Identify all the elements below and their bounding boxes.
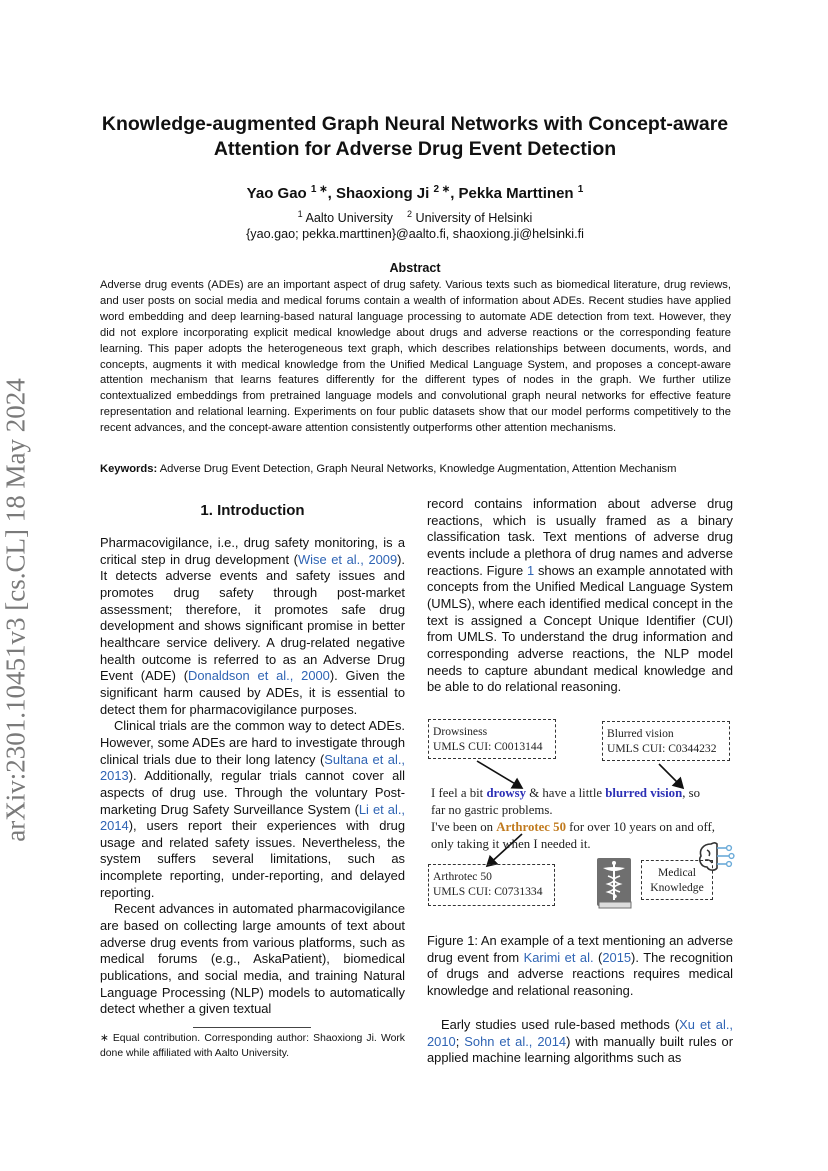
citation-link[interactable]: Sohn et al., 2014 <box>464 1033 567 1049</box>
concept-box-blurred-vision: Blurred vision UMLS CUI: C0344232 <box>602 721 730 761</box>
figure-ref-link[interactable]: 1 <box>527 562 535 578</box>
right-column-continued <box>427 1017 733 1067</box>
figure-caption: Figure 1: An example of a text mentioning an adverse drug event from Karimi et al. (2015). The recognition of drugs and adverse reactions requires medical knowledge and relational reasoning. <box>427 933 733 998</box>
right-column <box>427 496 733 696</box>
affiliations <box>90 206 740 242</box>
figure-1 <box>427 716 733 924</box>
paragraph: Pharmacovigilance, i.e., drug safety monitoring, is a critical step in drug development (Wise et al., 2009). It detects adverse events and safety issues and promotes drug safety through post-market assessment; therefore, it promotes safe drug development and shows significant promise in better healthcare service delivery. A drug-related negative health outcome is referred to as an Adverse Drug Event (ADE) (Donaldson et al., 2000). Given the significant harm caused by ADEs, it is essential to detect them for pharmacovigilance purposes. <box>100 535 405 717</box>
citation-link[interactable]: Xu et al., 2010 <box>427 1017 733 1049</box>
footnote-rule <box>193 1027 311 1028</box>
citation-link[interactable]: Li et al., 2014 <box>100 801 405 834</box>
author-emails: {yao.gao; pekka.marttinen}@aalto.fi, shaoxiong.ji@helsinki.fi <box>246 227 584 242</box>
concept-box-arthrotec: Arthrotec 50 UMLS CUI: C0731334 <box>428 864 555 906</box>
concept-box-drowsiness: Drowsiness UMLS CUI: C0013144 <box>428 719 556 759</box>
abstract-text: Adverse drug events (ADEs) are an important aspect of drug safety. Various texts such as biomedical literature, drug reviews, and user posts on social media and medical forums contain a wealth of information about ADEs. Recent studies have applied word embedding and deep learning-based natural language processing to automate ADE detection from text. However, they did not explore incorporating explicit medical knowledge about drugs and adverse reactions or the corresponding feature learning. This paper adopts the heterogeneous text graph, which describes relationships between documents, words, and concepts, augments it with medical knowledge from the Unified Medical Language System, and proposes a concept-aware attention mechanism that learns features differently for the different types of nodes in the graph. We further utilize contextualized embeddings from pretrained language models and convolutional graph neural networks for effective feature representation and relational learning. Experiments on four public datasets show that our model performs competitively to the recent advances, and the concept-aware attention consistently outperforms other attention mechanisms. <box>100 279 731 435</box>
author-name: Yao Gao <box>246 185 307 202</box>
figure-text-line: far no gastric problems. <box>431 803 553 817</box>
author-name: Pekka Marttinen <box>458 185 574 202</box>
paragraph: record contains information about adverse drug reactions, which is usually framed as a binary classification task. Text mentions of adverse drug events include a plethora of drug names and adverse reactions. Figure 1 shows an example annotated with concepts from the Unified Medical Language System (UMLS), where each identified medical concept in the text is assigned a Concept Unique Identifier (CUI) from UMLS. To understand the drug information and corresponding adverse reactions, the NLP model needs to capture abundant medical knowledge and be able to do relational reasoning. <box>427 496 734 695</box>
citation-link[interactable]: Sultana et al., 2013 <box>100 751 405 784</box>
keywords <box>100 462 731 478</box>
citation-link[interactable]: Wise et al., 2009 <box>297 551 398 567</box>
affiliation: Aalto University <box>305 211 393 226</box>
figure-text-line: only taking it when I needed it. <box>431 837 591 851</box>
paragraph: Recent advances in automated pharmacovigilance are based on collecting large amounts of text about adverse drug events from various platforms, such as medical forums (e.g., AskaPatient), biomedical publications, and social media, and training Natural Language Processing (NLP) models to automatically detect whether a given textual <box>100 901 405 1017</box>
citation-link[interactable]: Donaldson et al., 2000 <box>188 668 330 684</box>
keywords-text: Adverse Drug Event Detection, Graph Neural Networks, Knowledge Augmentation, Attention Mechanism <box>159 463 677 475</box>
medical-knowledge-box: Medical Knowledge <box>641 860 713 900</box>
arxiv-stamp: arXiv:2301.10451v3 [cs.CL] 18 May 2024 <box>0 378 31 842</box>
caduceus-book-icon <box>595 856 635 910</box>
footnote: ∗ Equal contribution. Corresponding author: Shaoxiong Ji. Work done while affiliated with Aalto University. <box>100 1033 405 1059</box>
author-name: Shaoxiong Ji <box>335 185 430 202</box>
paragraph: Clinical trials are the common way to detect ADEs. However, some ADEs are hard to investigate through clinical trials due to their long latency (Sultana et al., 2013). Additionally, regular trials cannot cover all aspects of drug use. Through the voluntary Post-marketing Drug Safety Surveillance System (Li et al., 2014), users report their experiences with drug usage and related safety issues. Nevertheless, the system suffers several limitations, such as incomplete reporting, under-reporting, and delayed reporting. <box>100 718 405 900</box>
author-mark: 1 <box>577 184 584 195</box>
paper-title: Knowledge-augmented Graph Neural Networks with Concept-aware Attention for Adverse Drug Event Detection <box>101 113 729 160</box>
author-mark: 1 ∗ <box>310 184 328 195</box>
keywords-label: Keywords: <box>100 463 158 475</box>
section-heading: 1. Introduction <box>200 502 305 519</box>
figure-text-line: I've been on Arthrotec 50 for over 10 years on and off, <box>431 820 715 834</box>
abstract-heading: Abstract <box>389 261 441 275</box>
affiliation-number: 2 <box>406 209 412 219</box>
affiliation-number: 1 <box>297 209 303 219</box>
affiliation: University of Helsinki <box>415 211 533 226</box>
citation-link[interactable]: Karimi et al. <box>523 949 594 965</box>
author-list: Yao Gao $^{1 ∗}$, Shaoxiong Ji $^{2 ∗}$, Pekka Marttinen $^1$ <box>246 184 584 202</box>
author-mark: 2 ∗ <box>433 184 451 195</box>
figure-text-line: I feel a bit drowsy & have a little blurred vision, so <box>431 786 700 800</box>
paragraph: Early studies used rule-based methods (Xu et al., 2010; Sohn et al., 2014) with manually built rules or applied machine learning algorithms such as <box>427 1017 734 1066</box>
left-column <box>100 535 405 1018</box>
citation-link[interactable]: 2015 <box>602 949 632 965</box>
